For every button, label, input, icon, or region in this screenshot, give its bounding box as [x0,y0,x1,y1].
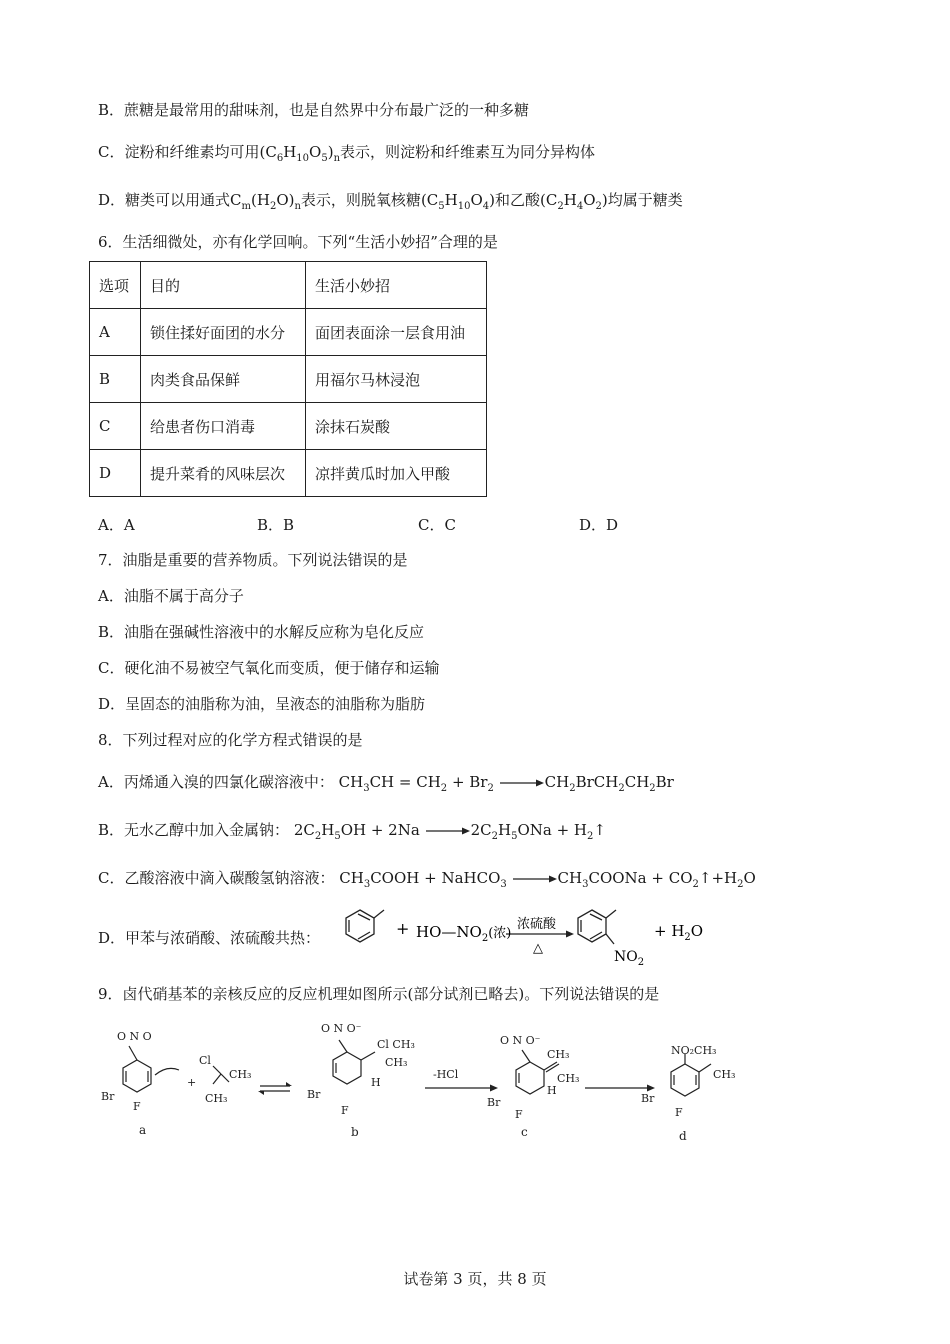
q5-option-d-mid2: 和乙酸 [495,191,541,209]
choice-b[interactable]: B．B [257,516,295,534]
q9-stem: 9．卤代硝基苯的亲核反应的反应机理如图所示(部分试剂已略去)。下列说法错误的是 [98,985,660,1003]
formula-sub: 2 [557,201,564,212]
curved-arrow-icon [155,1068,179,1075]
formula-sub: n [294,201,301,212]
ch3-label: CH₃ [547,1048,570,1061]
q7-option-c: C．硬化油不易被空气氧化而变质，便于储存和运输 [98,659,440,677]
h-label: H [371,1076,381,1089]
nitro-label-a: O N O [117,1030,152,1043]
ch3-label: CH₃ [385,1056,408,1069]
table-cell: 给患者伤口消毒 [141,403,306,450]
q8-option-d-text: D．甲苯与浓硝酸、浓硫酸共热： [98,929,321,947]
reaction-arrow-icon [512,874,558,884]
formula-part: O [470,191,483,209]
q5-option-c-text: C．淀粉和纤维素均可用 [98,143,260,161]
formula-sub: 10 [296,153,310,164]
formula-part: O) [276,191,295,209]
q8-option-b-text: B．无水乙醇中加入金属钠： [98,821,290,839]
q8-option-c-text: C．乙酸溶液中滴入碳酸氢钠溶液： [98,869,335,887]
formula-sub: 10 [457,201,471,212]
reaction-arrow-icon [425,826,471,836]
compound-label-c: c [521,1125,528,1139]
table-cell: 凉拌黄瓜时加入甲酸 [306,450,487,497]
table-cell: 用福尔马林浸泡 [306,356,487,403]
nitro-label-c: O N O⁻ [500,1034,541,1047]
table-header-cell: 生活小妙招 [306,262,487,309]
formula-part: ) [489,191,496,209]
q5-option-b: B．蔗糖是最常用的甜味剂，也是自然界中分布最广泛的一种多糖 [98,101,530,119]
formula-part: (C [420,191,439,209]
table-row [90,309,487,356]
formula-sub: 2 [595,201,602,212]
ch3-label: CH₃ [205,1092,228,1105]
plus-label: + [187,1076,197,1089]
h-label: H [547,1084,557,1097]
br-label: Br [487,1096,501,1109]
nitric-acid: $HO—NO_2$(浓) [416,923,512,944]
formula-part: C [230,191,242,209]
ring-c [516,1062,544,1094]
table-cell: 面团表面涂一层食用油 [306,309,487,356]
methyl-bond [374,910,384,918]
q8-option-a-text: A．丙烯通入溴的四氯化碳溶液中： [98,773,334,791]
table-cell: 涂抹石炭酸 [306,403,487,450]
formula-part: (C [540,191,558,209]
water-product: + $H_2O$ [654,922,704,943]
f-label: F [133,1100,141,1113]
choice-d[interactable]: D．D [579,516,619,534]
q6-table [89,261,487,497]
cl-label: Cl CH₃ [377,1038,415,1051]
ch3-label: CH₃ [557,1072,580,1085]
q8-stem: 8．下列过程对应的化学方程式错误的是 [98,731,363,749]
table-cell: 提升菜肴的风味层次 [141,450,306,497]
q6-stem: 6．生活细微处，亦有化学回响。下列“生活小妙招”合理的是 [98,233,498,251]
table-row [90,356,487,403]
equation-c: $CH_3COOH$ + NaHCO$_3$ $CH_3COONa$ + $CO_2↑+H_2O$ [339,869,756,890]
q5-option-d-mid: 表示，则脱氧核糖 [300,191,421,209]
table-row [90,450,487,497]
br-label: Br [641,1092,655,1105]
table-cell: 锁住揉好面团的水分 [141,309,306,356]
formula-part: ) [601,191,608,209]
formula-part: (H [251,191,270,209]
formula-sub: 4 [482,201,490,212]
table-cell: B [90,356,141,403]
mechanism-diagram [95,1020,755,1145]
equation-a: $CH_3CH = CH_2 + Br_2$ $CH_2BrCH_2CH_2Br$ [338,773,674,794]
formula-part: H [444,191,458,209]
ch3-label: CH₃ [713,1068,736,1081]
table-cell: C [90,403,141,450]
equation-b: $2C_2H_5OH + 2Na$ $2C_2H_5ONa$ + $H_2↑$ [293,821,606,842]
table-cell: 肉类食品保鲜 [141,356,306,403]
heat-symbol: △ [533,941,543,956]
choice-a[interactable]: A．A [98,516,135,534]
formula-sub: 2 [269,201,277,212]
formula-part: O [583,191,596,209]
formula-part: ) [327,143,334,161]
f-label: F [675,1106,683,1119]
reaction-arrow-icon [499,778,545,788]
formula-sub: 4 [576,201,584,212]
compound-label-d: d [679,1129,687,1143]
q5-option-d-tail: 均属于糖类 [607,191,683,209]
q5-option-d [98,190,683,217]
q5-option-c-tail: 表示，则淀粉和纤维素互为同分异构体 [340,143,596,161]
formula-sub: 5 [438,201,445,212]
no2-label: NO₂CH₃ [671,1044,717,1057]
formula-sub: n [333,153,341,164]
table-header-cell: 选项 [90,262,141,309]
br-label: Br [307,1088,321,1101]
table-header-cell: 目的 [141,262,306,309]
q5-option-c [98,142,595,169]
product-no2: $NO_2$ [614,949,645,968]
catalyst-label: 浓硫酸 [517,917,557,932]
f-label: F [341,1104,349,1117]
formula-part: H [283,143,297,161]
table-cell: A [90,309,141,356]
table-header-row [90,262,487,309]
q7-stem: 7．油脂是重要的营养物质。下列说法错误的是 [98,551,408,569]
compound-label-a: a [139,1123,147,1137]
cl-label: Cl [199,1054,211,1067]
ch3-label: CH₃ [229,1068,252,1081]
q7-option-b: B．油脂在强碱性溶液中的水解反应称为皂化反应 [98,623,425,641]
toluene-nitration-equation [330,898,710,970]
formula-sub: 5 [321,153,328,164]
br-label: Br [101,1090,115,1103]
compound-label-b: b [351,1125,359,1139]
page-footer: 试卷第 3 页，共 8 页 [403,1270,547,1288]
q8-option-c [98,868,756,895]
ring-b [333,1052,361,1084]
q8-option-a [98,772,674,799]
nitro-label-b: O N O⁻ [321,1022,362,1035]
formula-sub: 6 [276,153,284,164]
formula-part: O [309,143,322,161]
q8-option-b [98,820,606,847]
q5-option-d-text: D．糖类可以用通式 [98,191,231,209]
table-cell: D [90,450,141,497]
q7-option-a: A．油脂不属于高分子 [98,587,244,605]
formula-part: H [563,191,577,209]
plus-sign: + [396,919,410,938]
ring-a [123,1060,151,1092]
ring-d [671,1064,699,1096]
formula-sub: m [241,201,251,212]
f-label: F [515,1108,523,1121]
table-row [90,403,487,450]
formula-part: (C [259,143,277,161]
choice-c[interactable]: C．C [418,516,456,534]
q7-option-d: D．呈固态的油脂称为油，呈液态的油脂称为脂肪 [98,695,426,713]
step-label: -HCl [433,1068,459,1081]
